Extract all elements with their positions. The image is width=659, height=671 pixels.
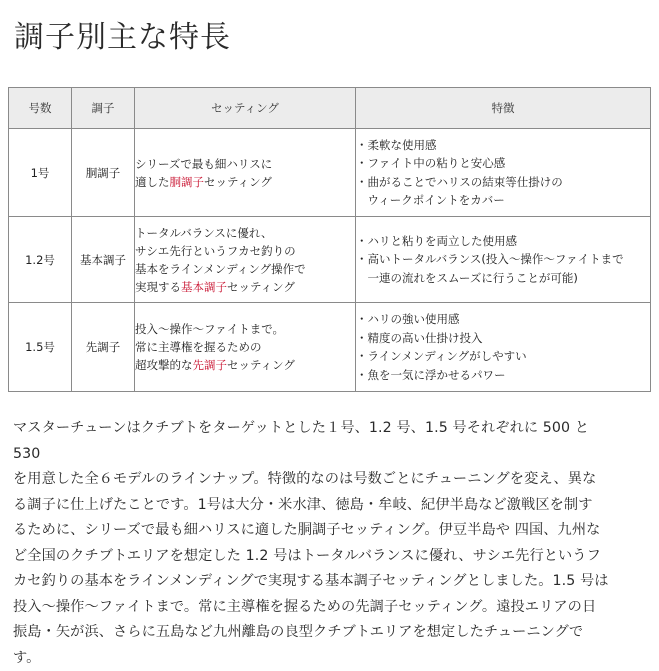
- setting-line: 適した胴調子セッティング: [135, 173, 355, 191]
- rod-spec-table: [8, 87, 651, 392]
- table-header-row: [9, 88, 651, 129]
- header-setting: セッティング: [135, 88, 356, 129]
- setting-line: 常に主導権を握るための: [135, 338, 355, 356]
- description-line: を用意した全６モデルのラインナップ。特徴的なのは号数ごとにチューニングを変え、異な: [13, 467, 613, 493]
- feature-line: ウィークポイントをカバー: [356, 191, 650, 210]
- description-line: る調子に仕上げたことです。1号は大分・米水津、徳島・牟岐、紀伊半島など激戦区を制す: [13, 493, 613, 519]
- setting-line: 基本をラインメンディング操作で: [135, 260, 355, 278]
- header-features: 特徴: [356, 88, 651, 129]
- feature-line: ・曲がることでハリスの結束等仕掛けの: [356, 173, 650, 192]
- row-number: 1.5号: [9, 303, 72, 392]
- row-tone: 胴調子: [72, 129, 135, 217]
- table-row: [9, 217, 651, 303]
- description-line: す。: [13, 646, 613, 671]
- row-tone: 先調子: [72, 303, 135, 392]
- feature-line: ・魚を一気に浮かせるパワー: [356, 366, 650, 385]
- description-line: るために、シリーズで最も細ハリスに適した胴調子セッティング。伊豆半島や 四国、九州な: [13, 518, 613, 544]
- description-line: 振島・矢が浜、さらに五島など九州離島の良型クチブトエリアを想定したチューニングで: [13, 620, 613, 646]
- feature-line: ・ラインメンディングがしやすい: [356, 347, 650, 366]
- row-features: [356, 129, 651, 217]
- feature-line: ・柔軟な使用感: [356, 136, 650, 155]
- feature-line: 一連の流れをスムーズに行うことが可能): [356, 269, 650, 288]
- table-row: [9, 129, 651, 217]
- feature-line: ・ファイト中の粘りと安心感: [356, 154, 650, 173]
- feature-line: ・高いトータルバランス(投入～操作～ファイトまで: [356, 250, 650, 269]
- highlight-tone: 先調子: [193, 358, 228, 372]
- feature-line: ・精度の高い仕掛け投入: [356, 329, 650, 348]
- setting-line: シリーズで最も細ハリスに: [135, 155, 355, 173]
- setting-line: 投入～操作～ファイトまで。: [135, 320, 355, 338]
- highlight-tone: 基本調子: [181, 280, 227, 294]
- description-line: カセ釣りの基本をラインメンディングで実現する基本調子セッティングとしました。1.5 号は: [13, 569, 613, 595]
- setting-line: 実現する基本調子セッティング: [135, 278, 355, 296]
- header-number: 号数: [9, 88, 72, 129]
- feature-line: ・ハリと粘りを両立した使用感: [356, 232, 650, 251]
- setting-line: トータルバランスに優れ、: [135, 224, 355, 242]
- feature-line: ・ハリの強い使用感: [356, 310, 650, 329]
- row-tone: 基本調子: [72, 217, 135, 303]
- row-setting: [135, 303, 356, 392]
- description-line: ど全国のクチブトエリアを想定した 1.2 号はトータルバランスに優れ、サシエ先行というフ: [13, 544, 613, 570]
- row-number: 1号: [9, 129, 72, 217]
- row-setting: [135, 129, 356, 217]
- setting-line: サシエ先行というフカセ釣りの: [135, 242, 355, 260]
- row-features: [356, 303, 651, 392]
- setting-line: 超攻撃的な先調子セッティング: [135, 356, 355, 374]
- highlight-tone: 胴調子: [170, 175, 205, 189]
- page-title: 調子別主な特長: [14, 18, 231, 58]
- row-number: 1.2号: [9, 217, 72, 303]
- header-tone: 調子: [72, 88, 135, 129]
- description-line: 投入～操作～ファイトまで。常に主導権を握るための先調子セッティング。遠投エリアの日: [13, 595, 613, 621]
- row-setting: [135, 217, 356, 303]
- table-row: [9, 303, 651, 392]
- description-paragraph: [13, 416, 613, 671]
- row-features: [356, 217, 651, 303]
- description-line: マスターチューンはクチブトをターゲットとした１号、1.2 号、1.5 号それぞれに 500 と 530: [13, 416, 613, 467]
